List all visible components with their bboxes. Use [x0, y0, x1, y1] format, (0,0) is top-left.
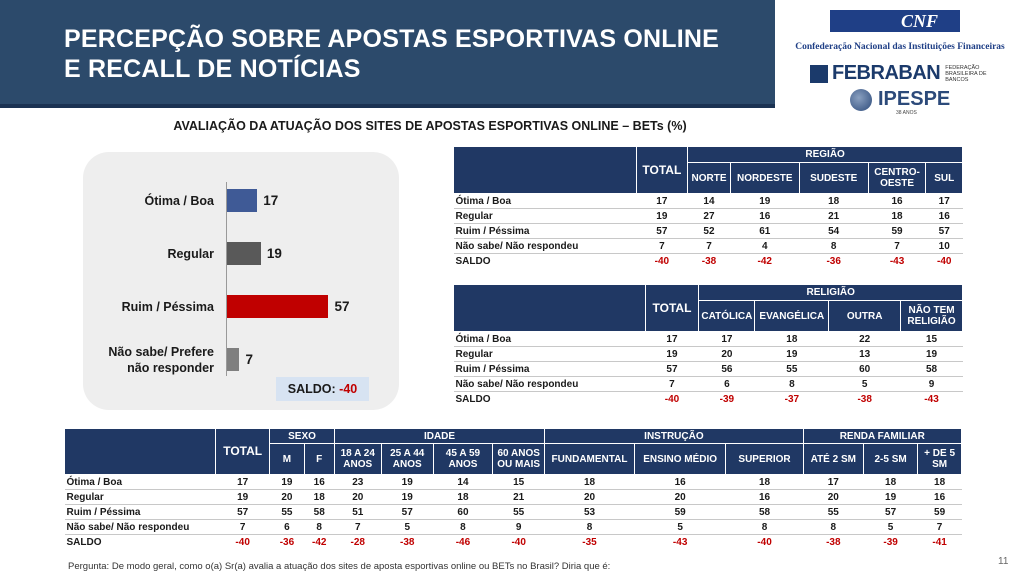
table-row	[454, 194, 963, 209]
section-subtitle: AVALIAÇÃO DA ATUAÇÃO DOS SITES DE APOSTAS ESPORTIVAS ONLINE – BETs (%)	[173, 119, 687, 133]
table-cell: 8	[545, 520, 635, 535]
table-cell: 6	[699, 377, 755, 392]
table-cell: 7	[636, 239, 688, 254]
table-cell: 54	[799, 224, 868, 239]
table-cell: 57	[926, 224, 963, 239]
bar-value-nao-sabe: 7	[245, 352, 253, 367]
table-cell: -40	[664, 393, 680, 405]
table-cell: 18	[799, 194, 868, 209]
col-header: FUNDAMENTAL	[545, 444, 635, 475]
table-cell: 18	[918, 475, 962, 490]
table-cell: 23	[334, 475, 381, 490]
table-cell: 17	[216, 475, 270, 490]
table-cell: 19	[216, 490, 270, 505]
bar-label-otima-boa: Ótima / Boa	[144, 194, 214, 208]
table-cell: -35	[582, 536, 597, 548]
table-demografico-total-header: TOTAL	[216, 429, 270, 475]
table-cell: 59	[868, 224, 926, 239]
group-header-instrucao: INSTRUÇÃO	[545, 429, 803, 444]
col-header: 45 A 59 ANOS	[433, 444, 492, 475]
bar-otima-boa	[227, 189, 257, 212]
table-cell: -38	[826, 536, 841, 548]
table-cell: 7	[334, 520, 381, 535]
ipespe-logo: IPESPE 38 ANOS	[850, 88, 950, 111]
table-cell: 5	[864, 520, 918, 535]
table-cell: 15	[901, 332, 963, 347]
table-cell: 57	[636, 224, 688, 239]
table-cell: 18	[545, 475, 635, 490]
table-cell: 55	[493, 505, 545, 520]
table-cell: 19	[381, 475, 433, 490]
table-cell: 8	[304, 520, 334, 535]
table-cell: 20	[334, 490, 381, 505]
table-cell: 7	[645, 377, 699, 392]
col-header: M	[270, 444, 304, 475]
bar-value-ruim-pessima: 57	[334, 299, 350, 314]
group-header-idade: IDADE	[334, 429, 544, 444]
table-cell: 51	[334, 505, 381, 520]
table-row	[454, 209, 963, 224]
row-label: Ótima / Boa	[454, 332, 646, 347]
table-row	[454, 224, 963, 239]
col-header: 25 A 44 ANOS	[381, 444, 433, 475]
table-cell: 19	[901, 347, 963, 362]
table-cell: 16	[634, 475, 726, 490]
table-cell: 8	[799, 239, 868, 254]
bar-label-ruim-pessima: Ruim / Péssima	[121, 300, 214, 314]
col-header: NORDESTE	[730, 163, 799, 194]
table-cell: 17	[803, 475, 863, 490]
bar-label-regular: Regular	[167, 247, 214, 261]
bar-regular	[227, 242, 261, 265]
row-label: Ótima / Boa	[454, 194, 637, 209]
table-cell: 18	[864, 475, 918, 490]
table-cell: 21	[493, 490, 545, 505]
table-regiao-corner	[454, 147, 637, 194]
table-cell: 5	[634, 520, 726, 535]
table-cell: -41	[932, 536, 947, 548]
table-cell: -40	[936, 255, 952, 267]
table-religiao-total-header: TOTAL	[645, 285, 699, 332]
table-cell: 18	[868, 209, 926, 224]
col-header: NÃO TEM RELIGIÃO	[901, 301, 963, 332]
row-label: SALDO	[66, 536, 102, 548]
col-header: OUTRA	[829, 301, 901, 332]
table-cell: 59	[634, 505, 726, 520]
row-label: SALDO	[455, 393, 491, 405]
table-cell: 13	[829, 347, 901, 362]
table-cell: -40	[654, 255, 670, 267]
table-religiao-group-header: RELIGIÃO	[699, 285, 963, 301]
table-cell: 7	[868, 239, 926, 254]
table-cell: -39	[883, 536, 898, 548]
table-demografico	[64, 428, 962, 550]
col-header: + DE 5 SM	[918, 444, 962, 475]
table-cell: 19	[864, 490, 918, 505]
cnf-logo-subtitle: Confederação Nacional das Instituições Financeiras	[795, 42, 1005, 52]
table-cell: 17	[699, 332, 755, 347]
table-cell: -38	[400, 536, 415, 548]
table-religiao-corner	[454, 285, 646, 332]
table-cell: 6	[270, 520, 304, 535]
table-row	[454, 254, 963, 269]
table-row	[454, 392, 963, 407]
col-header: SUL	[926, 163, 963, 194]
table-cell: 14	[688, 194, 731, 209]
col-header: ATÉ 2 SM	[803, 444, 863, 475]
group-header-renda: RENDA FAMILIAR	[803, 429, 961, 444]
table-cell: 57	[645, 362, 699, 377]
table-cell: 18	[726, 475, 803, 490]
febraban-logo: FEBRABAN FEDERAÇÃO BRASILEIRA DE BANCOS	[810, 62, 989, 85]
table-cell: 17	[645, 332, 699, 347]
table-row	[65, 520, 962, 535]
table-cell: 7	[216, 520, 270, 535]
table-cell: -38	[857, 393, 872, 405]
table-row	[65, 535, 962, 550]
table-cell: -43	[889, 255, 905, 267]
col-header: EVANGÉLICA	[755, 301, 829, 332]
table-cell: 61	[730, 224, 799, 239]
table-row	[65, 505, 962, 520]
col-header: 60 ANOS OU MAIS	[493, 444, 545, 475]
table-cell: 58	[304, 505, 334, 520]
table-cell: 16	[868, 194, 926, 209]
table-cell: 5	[829, 377, 901, 392]
table-cell: 8	[803, 520, 863, 535]
table-cell: 55	[755, 362, 829, 377]
bar-ruim-pessima	[227, 295, 328, 318]
bar-value-regular: 19	[266, 246, 282, 261]
row-label: Não sabe/ Não respondeu	[454, 239, 637, 254]
table-cell: -40	[235, 536, 250, 548]
table-cell: -38	[701, 255, 717, 267]
table-cell: 60	[433, 505, 492, 520]
table-cell: 8	[755, 377, 829, 392]
table-cell: 58	[726, 505, 803, 520]
table-cell: 52	[688, 224, 731, 239]
table-cell: -40	[511, 536, 526, 548]
table-cell: 18	[304, 490, 334, 505]
table-row	[454, 362, 963, 377]
page-number: 11	[998, 556, 1009, 567]
table-regiao-total-header: TOTAL	[636, 147, 688, 194]
table-cell: 20	[699, 347, 755, 362]
table-cell: 17	[636, 194, 688, 209]
table-cell: 55	[270, 505, 304, 520]
row-label: Regular	[65, 490, 216, 505]
logos	[776, 6, 1024, 118]
table-cell: 57	[381, 505, 433, 520]
table-regiao	[453, 146, 963, 269]
table-cell: 58	[901, 362, 963, 377]
table-cell: 20	[803, 490, 863, 505]
table-cell: 56	[699, 362, 755, 377]
table-cell: 19	[636, 209, 688, 224]
table-cell: -42	[757, 255, 772, 267]
table-row	[454, 332, 963, 347]
table-cell: 16	[726, 490, 803, 505]
table-regiao-group-header: REGIÃO	[688, 147, 963, 163]
table-cell: 57	[216, 505, 270, 520]
bar-label-nao-sabe: Não sabe/ Prefere não responder	[108, 345, 214, 375]
table-row	[65, 475, 962, 490]
row-label: Regular	[454, 347, 646, 362]
febraban-mark-icon	[810, 65, 828, 83]
row-label: SALDO	[455, 255, 491, 267]
table-cell: -36	[279, 536, 295, 548]
table-cell: 17	[926, 194, 963, 209]
table-cell: 21	[799, 209, 868, 224]
table-cell: -36	[826, 255, 841, 267]
col-header: 18 A 24 ANOS	[334, 444, 381, 475]
table-religiao	[453, 284, 963, 407]
table-cell: 19	[730, 194, 799, 209]
table-cell: 8	[433, 520, 492, 535]
table-cell: 8	[726, 520, 803, 535]
col-header: SUDESTE	[799, 163, 868, 194]
table-cell: -37	[784, 393, 800, 405]
table-cell: 9	[493, 520, 545, 535]
table-cell: -43	[672, 536, 688, 548]
table-cell: 14	[433, 475, 492, 490]
saldo-box: SALDO: -40	[276, 377, 369, 401]
table-cell: 16	[918, 490, 962, 505]
table-cell: 7	[918, 520, 962, 535]
globe-icon	[850, 89, 872, 111]
row-label: Ótima / Boa	[65, 475, 216, 490]
table-cell: 15	[493, 475, 545, 490]
table-cell: 53	[545, 505, 635, 520]
table-cell: 27	[688, 209, 731, 224]
table-cell: -39	[719, 393, 735, 405]
cnf-logo: CNF	[830, 10, 960, 32]
table-cell: 4	[730, 239, 799, 254]
table-cell: 20	[270, 490, 304, 505]
table-cell: 7	[688, 239, 731, 254]
bar-nao-sabe	[227, 348, 239, 371]
table-row	[65, 490, 962, 505]
row-label: Ruim / Péssima	[454, 224, 637, 239]
table-cell: 19	[645, 347, 699, 362]
table-row	[454, 377, 963, 392]
page-title: PERCEPÇÃO SOBRE APOSTAS ESPORTIVAS ONLINE E RECALL DE NOTÍCIAS	[64, 25, 720, 83]
col-header: SUPERIOR	[726, 444, 803, 475]
row-label: Regular	[454, 209, 637, 224]
row-label: Ruim / Péssima	[65, 505, 216, 520]
table-cell: -28	[350, 536, 365, 548]
table-demografico-corner	[65, 429, 216, 475]
table-cell: 57	[864, 505, 918, 520]
table-cell: 16	[730, 209, 799, 224]
table-cell: 19	[755, 347, 829, 362]
table-cell: 60	[829, 362, 901, 377]
footnote: Pergunta: De modo geral, como o(a) Sr(a) avalia a atuação dos sites de aposta esportivas online ou BETs no Brasil? Diria que é:	[68, 561, 611, 572]
table-cell: 19	[381, 490, 433, 505]
col-header: 2-5 SM	[864, 444, 918, 475]
col-header: F	[304, 444, 334, 475]
row-label: Ruim / Péssima	[454, 362, 646, 377]
table-row	[454, 347, 963, 362]
table-cell: -42	[311, 536, 327, 548]
table-cell: 10	[926, 239, 963, 254]
col-header: ENSINO MÉDIO	[634, 444, 726, 475]
col-header: NORTE	[688, 163, 731, 194]
table-cell: 22	[829, 332, 901, 347]
table-cell: 55	[803, 505, 863, 520]
header-banner	[0, 0, 775, 108]
table-cell: 59	[918, 505, 962, 520]
table-cell: 18	[755, 332, 829, 347]
table-cell: 20	[545, 490, 635, 505]
table-row	[454, 239, 963, 254]
table-cell: 16	[926, 209, 963, 224]
table-cell: -40	[757, 536, 772, 548]
table-cell: 5	[381, 520, 433, 535]
row-label: Não sabe/ Não respondeu	[65, 520, 216, 535]
table-cell: -46	[455, 536, 471, 548]
table-cell: 18	[433, 490, 492, 505]
col-header: CENTRO- OESTE	[868, 163, 926, 194]
table-cell: -43	[924, 393, 939, 405]
table-cell: 9	[901, 377, 963, 392]
table-cell: 19	[270, 475, 304, 490]
table-cell: 20	[634, 490, 726, 505]
table-cell: 16	[304, 475, 334, 490]
row-label: Não sabe/ Não respondeu	[454, 377, 646, 392]
group-header-sexo: SEXO	[270, 429, 335, 444]
bar-value-otima-boa: 17	[263, 193, 279, 208]
col-header: CATÓLICA	[699, 301, 755, 332]
